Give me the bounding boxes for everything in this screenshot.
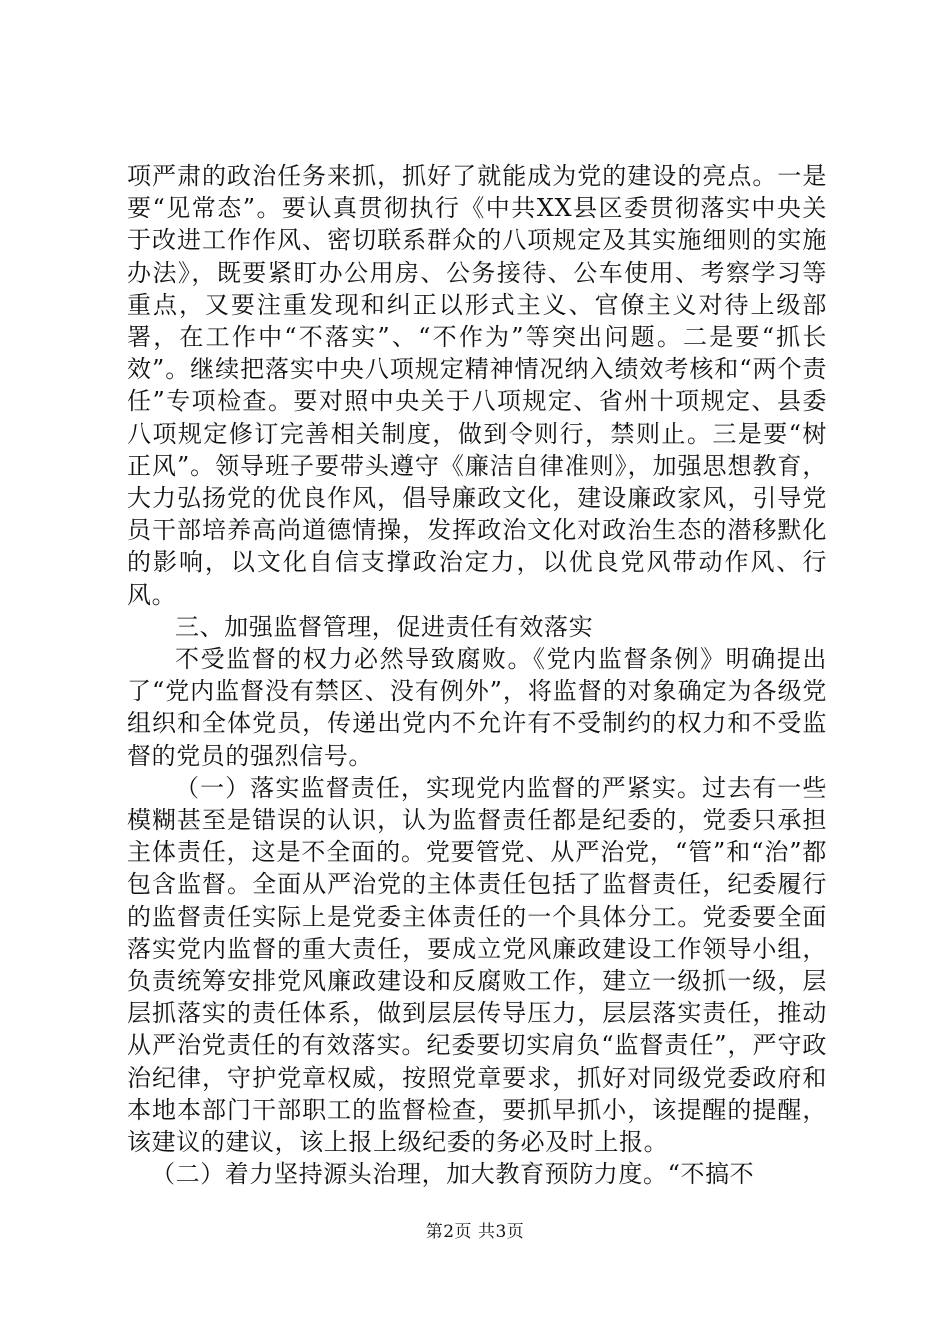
paragraph-continued: 项严肃的政治任务来抓，抓好了就能成为党的建设的亮点。一是要“见常态”。要认真贯彻执行《中共XX县区委贯彻落实中央关于改进工作作风、密切联系群众的八项规定及其实施细则的实施办法》，既要紧盯办公用房、公务接待、公车使用、考察学习等重点，又要注重发现和纠正以形式主义、官僚主义对待上级部署，在工作中“不落实”、“不作为”等突出问题。二是要“抓长效”。继续把落实中央八项规定精神情况纳入绩效考核和“两个责任”专项检查。要对照中央关于八项规定、省州十项规定、县委八项规定修订完善相关制度，做到令则行，禁则止。三是要“树正风”。领导班子要带头遵守《廉洁自律准则》，加强思想教育，大力弘扬党的优良作风，倡导廉政文化，建设廉政家风，引导党员干部培养高尚道德情操，发挥政治文化对政治生态的潜移默化的影响，以文化自信支撑政治定力，以优良党风带动作风、行风。 (127, 162, 827, 609)
section-heading: 三、加强监督管理，促进责任有效落实 (175, 612, 594, 641)
paragraph-source-governance: （二）着力坚持源头治理，加大教育预防力度。“不搞不 (151, 1160, 755, 1189)
document-body (127, 160, 827, 1191)
paragraph-supervision-duty: （一）落实监督责任，实现党内监督的严紧实。过去有一些模糊甚至是错误的认识，认为监督责任都是纪委的，党委只承担主体责任，这是不全面的。党要管党、从严治党，“管”和“治”都包含监督。全面从严治党的主体责任包括了监督责任，纪委履行的监督责任实际上是党委主体责任的一个具体分工。党委要全面落实党内监督的重大责任，要成立党风廉政建设工作领导小组，负责统筹安排党风廉政建设和反腐败工作，建立一级抓一级，层层抓落实的责任体系，做到层层传导压力，层层落实责任，推动从严治党责任的有效落实。纪委要切实肩负“监督责任”，严守政治纪律，守护党章权威，按照党章要求，抓好对同级党委政府和本地本部门干部职工的监督检查，要抓早抓小，该提醒的提醒，该建议的建议，该上报上级纪委的务必及时上报。 (127, 773, 827, 1157)
page-number-footer: 第2页 共3页 (425, 1222, 525, 1242)
paragraph-supervision-intro: 不受监督的权力必然导致腐败。《党内监督条例》明确提出了“党内监督没有禁区、没有例外”，将监督的对象确定为各级党组织和全体党员，传递出党内不允许有不受制约的权力和不受监督的党员的强烈信号。 (127, 645, 827, 770)
